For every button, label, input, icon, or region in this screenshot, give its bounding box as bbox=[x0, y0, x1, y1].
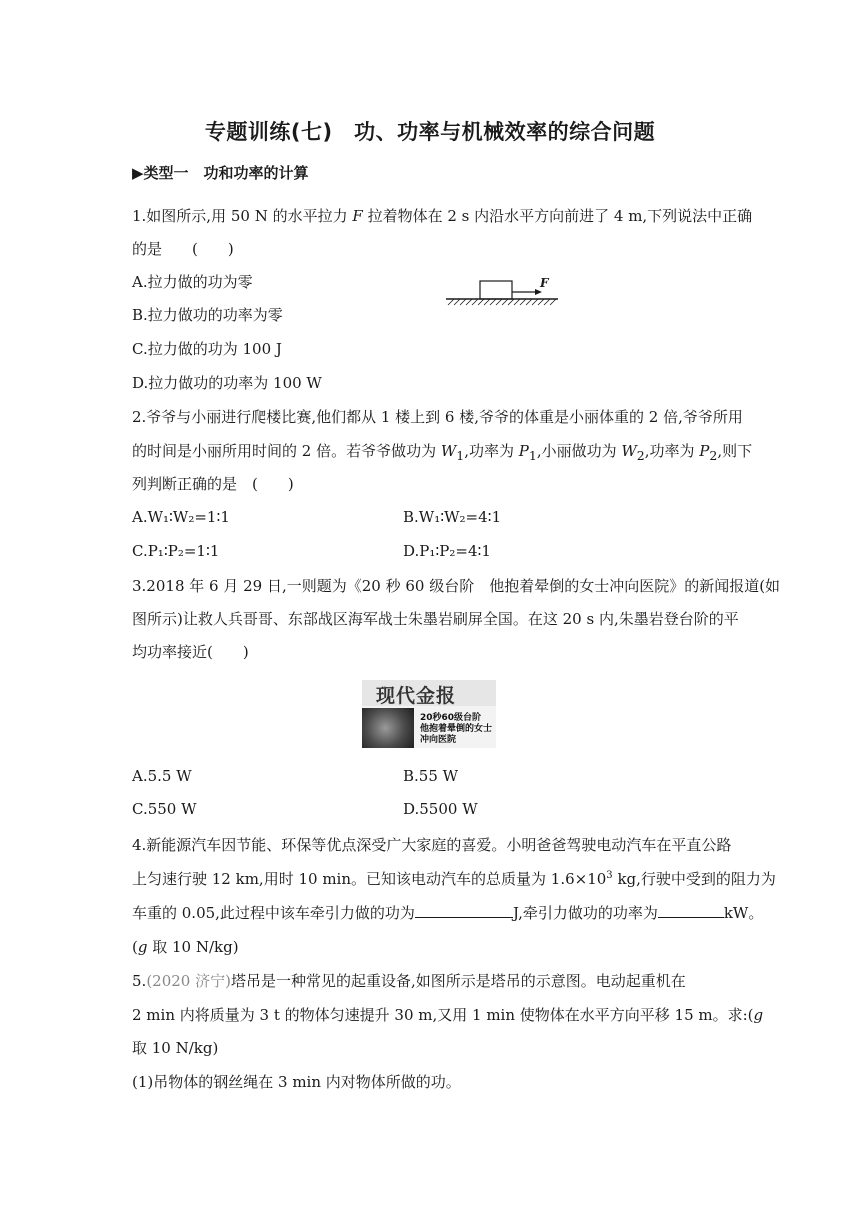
q2-option-a: A.W₁∶W₂=1∶1 bbox=[132, 508, 230, 526]
q4-stem-line4: (g 取 10 N/kg) bbox=[132, 938, 239, 956]
q3-option-a: A.5.5 W bbox=[132, 767, 192, 785]
q4-stem-line2: 上匀速行驶 12 km,用时 10 min。已知该电动汽车的总质量为 $1.6\times 10^3$ kg,行驶中受到的阻力为 bbox=[132, 870, 776, 888]
q2-option-b: B.W₁∶W₂=4∶1 bbox=[403, 508, 502, 526]
q1-block-figure bbox=[440, 274, 566, 312]
newspaper-image bbox=[362, 680, 496, 748]
headline-line2: 他抱着晕倒的女士 bbox=[420, 724, 493, 734]
q2-stem-line3: 列判断正确的是 ( ) bbox=[132, 475, 294, 493]
force-label: F bbox=[540, 276, 549, 290]
q5-stem-line2: 2 min 内将质量为 3 t 的物体匀速提升 30 m,又用 1 min 使物体在水平方向平移 15 m。求:(g bbox=[132, 1006, 764, 1024]
q2-stem-line2: 的时间是小丽所用时间的 2 倍。若爷爷做功为 $W_1$,功率为 $P_1$,小丽做功为 $W_2$,功率为 $P_2$,则下 bbox=[132, 442, 753, 463]
q1-option-c: C.拉力做的功为 100 J bbox=[132, 340, 282, 358]
q2-option-c: C.P₁∶P₂=1∶1 bbox=[132, 542, 220, 560]
q4-stem-line3: 车重的 0.05,此过程中该车牵引力做的功为 J,牵引力做功的功率为 kW。 bbox=[132, 904, 764, 922]
q1-option-b: B.拉力做功的功率为零 bbox=[132, 306, 283, 324]
q3-option-c: C.550 W bbox=[132, 800, 197, 818]
q1-option-a: A.拉力做的功为零 bbox=[132, 273, 253, 291]
newspaper-name: 现代金报 bbox=[376, 685, 457, 707]
q5-stem-line3: 取 10 N/kg) bbox=[132, 1039, 219, 1057]
q3-option-d: D.5500 W bbox=[403, 800, 478, 818]
q3-stem-line1: 3.2018 年 6 月 29 日,一则题为《20 秒 60 级台阶 他抱着晕倒的女士冲向医院》的新闻报道(如 bbox=[132, 577, 781, 595]
newspaper-headline bbox=[420, 713, 492, 746]
headline-line3: 冲向医院 bbox=[420, 735, 457, 745]
block bbox=[480, 281, 512, 299]
q3-stem-line2: 图所示)让救人兵哥哥、东部战区海军战士朱墨岩刷屏全国。在这 20 s 内,朱墨岩登台阶的平 bbox=[132, 610, 739, 628]
page-title: 专题训练(七) 功、功率与机械效率的综合问题 bbox=[204, 120, 656, 144]
headline-line1: 20秒60级台阶 bbox=[420, 713, 482, 723]
q4-answer-blank-work[interactable] bbox=[415, 903, 513, 918]
section-heading: ▶类型一 功和功率的计算 bbox=[132, 164, 309, 182]
q5-source: (2020 济宁) bbox=[146, 972, 231, 990]
q3-stem-line3: 均功率接近( ) bbox=[132, 643, 249, 661]
newspaper-photo bbox=[362, 708, 414, 748]
ground-hatch bbox=[448, 299, 556, 305]
q2-option-d: D.P₁∶P₂=4∶1 bbox=[403, 542, 491, 560]
q4-answer-blank-power[interactable] bbox=[658, 903, 724, 918]
q1-stem-line2: 的是 ( ) bbox=[132, 240, 234, 258]
q1-option-d: D.拉力做功的功率为 100 W bbox=[132, 374, 322, 392]
q1-stem-line1: 1.如图所示,用 50 N 的水平拉力 F 拉着物体在 2 s 内沿水平方向前进了 4 m,下列说法中正确 bbox=[132, 207, 753, 225]
q4-stem-line1: 4.新能源汽车因节能、环保等优点深受广大家庭的喜爱。小明爸爸驾驶电动汽车在平直公路 bbox=[132, 836, 732, 854]
q2-stem-line1: 2.爷爷与小丽进行爬楼比赛,他们都从 1 楼上到 6 楼,爷爷的体重是小丽体重的 2 倍,爷爷所用 bbox=[132, 408, 743, 426]
q5-subquestion-1: (1)吊物体的钢丝绳在 3 min 内对物体所做的功。 bbox=[132, 1073, 461, 1091]
q5-stem-line1: 5.(2020 济宁)塔吊是一种常见的起重设备,如图所示是塔吊的示意图。电动起重机在 bbox=[132, 972, 686, 990]
q3-option-b: B.55 W bbox=[403, 767, 459, 785]
